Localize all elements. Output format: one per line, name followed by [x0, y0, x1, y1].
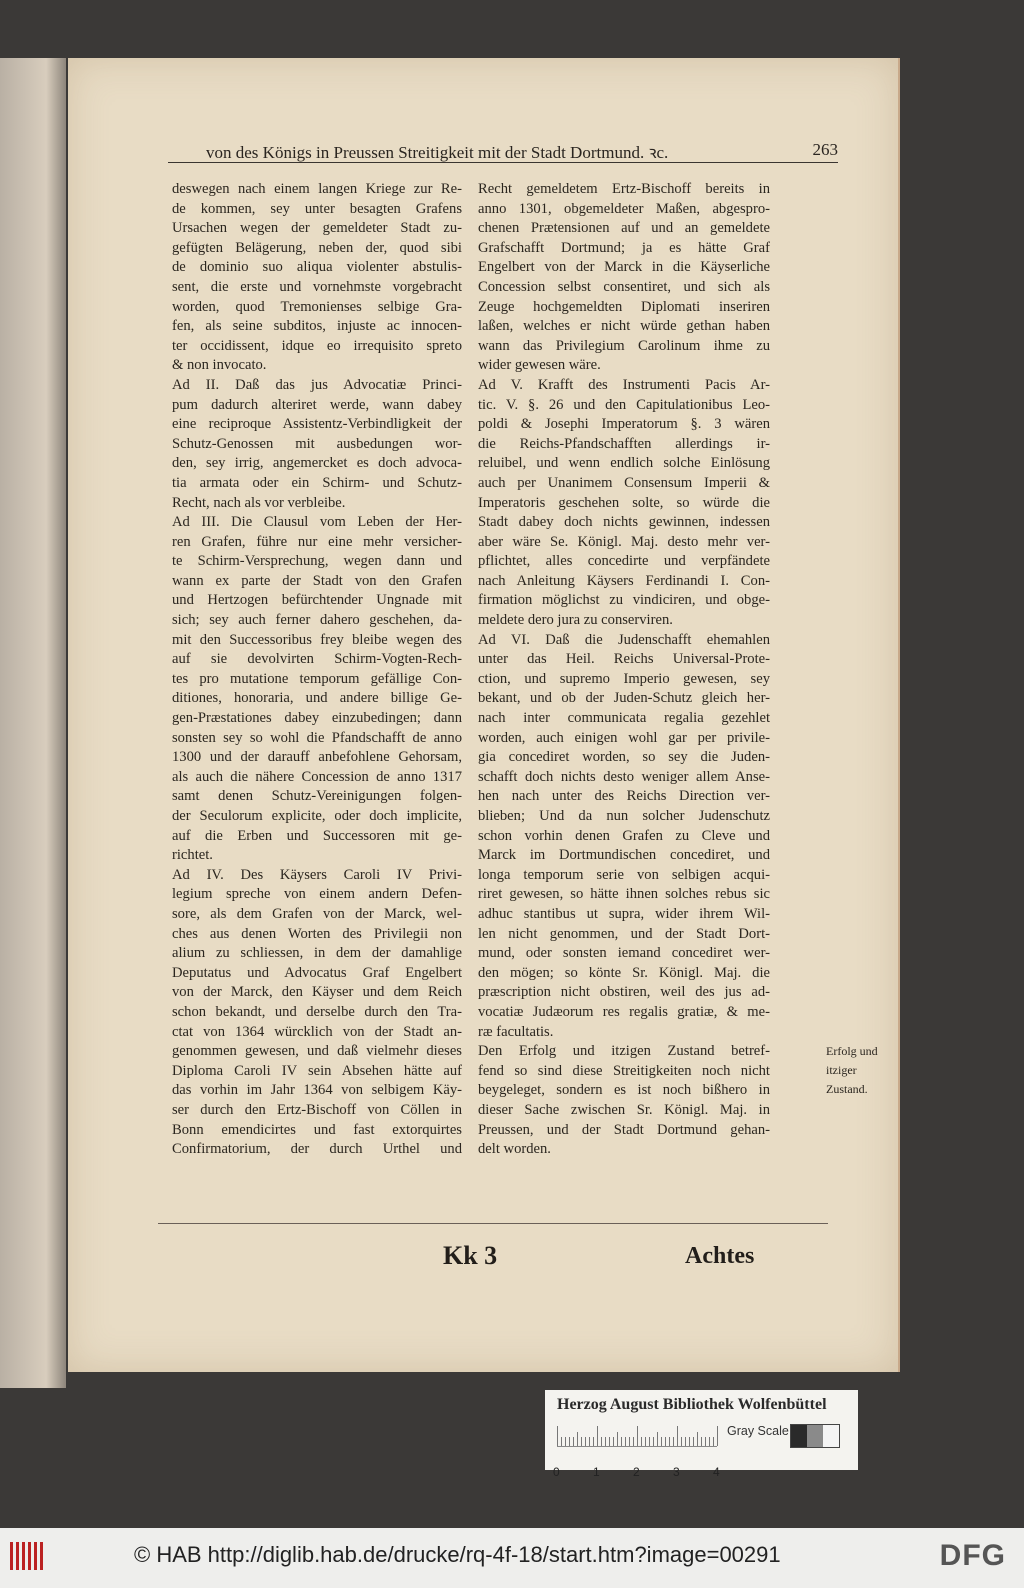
- catchword: Achtes: [685, 1243, 755, 1269]
- text-line: Preussen, und der Stadt Dortmund gehan-: [478, 1121, 770, 1138]
- ruler-tick: [645, 1437, 646, 1446]
- text-line: te Schirm-Versprechung, wegen dann und: [172, 553, 462, 570]
- text-line: worden, quod Tremonienses selbige Gra-: [172, 298, 462, 315]
- text-line: Ad V. Krafft des Instrumenti Pacis Ar-: [478, 376, 770, 393]
- color-reference-card: [545, 1390, 858, 1470]
- text-line: ræ facultatis.: [478, 1023, 554, 1040]
- text-line: auf die Erben und Successoren mit ge-: [172, 827, 462, 844]
- footer-bar: [0, 1528, 1024, 1588]
- text-line: fend so sind diese Streitigkeiten noch nicht: [478, 1062, 770, 1079]
- text-line: die Reichs-Pfandschafften allerdings ir-: [478, 435, 770, 452]
- text-line: ser durch den Ertz-Bischoff von Cöllen in: [172, 1101, 462, 1118]
- text-line: auch per Unanimem Consensum Imperii &: [478, 474, 770, 491]
- text-line: sich; sey auch ferner dahero geschehen, da-: [172, 612, 462, 629]
- text-line: ctat von 1364 würcklich von der Stadt an-: [172, 1023, 462, 1040]
- ruler-tick: [709, 1437, 710, 1446]
- text-line: vocatiæ Judæorum res regalis gratiæ, & me-: [478, 1003, 770, 1020]
- text-line: von der Marck, den Käyser und dem Reich: [172, 984, 462, 1001]
- text-line: Grafschafft Dortmund; ja es hätte Graf: [478, 239, 770, 256]
- text-line: longa temporum serie von selbigen acqui-: [478, 866, 770, 883]
- ruler-tick: [597, 1426, 598, 1446]
- text-line: Diploma Caroli IV sein Absehen hätte auf: [172, 1062, 462, 1079]
- text-line: genommen gewesen, und daß vielmehr dieses: [172, 1043, 462, 1060]
- ruler-tick: [689, 1437, 690, 1446]
- text-line: pflichtet, alles concedirte und verpfändete: [478, 553, 770, 570]
- ruler-tick: [641, 1437, 642, 1446]
- text-line: wann ex parte der Stadt von den Grafen: [172, 572, 462, 589]
- institution-name: Herzog August Bibliothek Wolfenbüttel: [557, 1396, 827, 1413]
- text-line: bekant, und ob der Juden-Schutz gleich her-: [478, 690, 770, 707]
- ruler-tick: [697, 1432, 698, 1446]
- copyright-link[interactable]: © HAB http://diglib.hab.de/drucke/rq-4f-18/start.htm?image=00291: [134, 1542, 781, 1567]
- text-line: fen, als seine subditos, injuste ac innocen-: [172, 318, 462, 335]
- text-line: Confirmatorium, der durch Urthel und: [172, 1141, 462, 1158]
- text-line: auf sie devolvirten Schirm-Vogten-Rech-: [172, 651, 462, 668]
- text-line: meldete dero jura zu conserviren.: [478, 612, 673, 629]
- text-line: und Hertzogen befürchtender Ungnade mit: [172, 592, 462, 609]
- text-line: anno 1301, obgemeldeter Maßen, abgespro-: [478, 200, 770, 217]
- text-line: Ad II. Daß das jus Advocatiæ Princi-: [172, 376, 462, 393]
- ruler-tick: [557, 1426, 558, 1446]
- hab-logo-icon: [10, 1542, 44, 1570]
- text-line: gen-Præstationes dabey einzubedingen; dann: [172, 710, 462, 727]
- ruler-label: 1: [593, 1465, 600, 1479]
- ruler-tick: [625, 1437, 626, 1446]
- text-line: 1300 und der darauff anbefohlene Gehorsam,: [172, 749, 462, 766]
- text-line: ction, und supremo Imperio gewesen, sey: [478, 670, 770, 687]
- text-line: tia armata oder ein Schirm- und Schutz-: [172, 474, 462, 491]
- text-line: wider gewesen wäre.: [478, 357, 601, 374]
- text-line: Recht gemeldetem Ertz-Bischoff bereits in: [478, 181, 770, 197]
- text-line: de dominio suo aliqua violenter abstulis-: [172, 259, 462, 276]
- ruler-tick: [717, 1426, 718, 1446]
- ruler-label: 0: [553, 1465, 560, 1479]
- ruler-tick: [565, 1437, 566, 1446]
- ruler-tick: [569, 1437, 570, 1446]
- text-line: Ad VI. Daß die Judenschafft ehemahlen: [478, 631, 770, 648]
- text-line: Engelbert von der Marck in die Käyserliche: [478, 259, 770, 276]
- ruler-tick: [577, 1432, 578, 1446]
- text-line: unter das Heil. Reichs Universal-Prote-: [478, 651, 770, 668]
- text-line: ren Grafen, führe nur eine mehr versicher-: [172, 533, 462, 550]
- ruler-tick: [601, 1437, 602, 1446]
- margin-note: Erfolg und itziger Zustand.: [826, 1044, 878, 1096]
- text-line: Ad III. Die Clausul vom Leben der Her-: [172, 514, 462, 531]
- text-line: samt denen Schutz-Vereinigungen folgen-: [172, 788, 462, 805]
- text-line: das vorhin im Jahr 1364 von selbigem Käy-: [172, 1082, 462, 1099]
- text-line: Den Erfolg und itzigen Zustand betref-: [478, 1043, 770, 1060]
- ruler-tick: [613, 1437, 614, 1446]
- text-line: adhuc stantibus ut supra, wider ihrem Wil-: [478, 905, 770, 922]
- text-line: richtet.: [172, 847, 213, 864]
- gray-swatch: [807, 1425, 823, 1447]
- text-line: schafft doch nichts desto weniger allem Anse-: [478, 768, 770, 785]
- text-line: blieben; Und da nun solcher Judenschutz: [478, 808, 770, 824]
- text-line: Concession selbst consentiret, und sich als: [478, 278, 770, 295]
- text-line: alium zu schliessen, in dem der damahlige: [172, 945, 462, 962]
- text-line: Ursachen wegen der gemeldeter Stadt zu-: [172, 220, 462, 237]
- text-line: poldi & Josephi Imperatorum §. 3 wären: [478, 416, 770, 433]
- text-line: Ad IV. Des Käysers Caroli IV Privi-: [172, 866, 462, 883]
- text-line: wann das Privilegium Carolinum ihme zu: [478, 337, 770, 354]
- text-line: pum dadurch alteriret werde, wann dabey: [172, 396, 462, 413]
- text-line: tic. V. §. 26 und den Capitulationibus Leo-: [478, 396, 770, 413]
- ruler-tick: [677, 1426, 678, 1446]
- text-line: beygeleget, sondern es ist noch bißhero in: [478, 1082, 770, 1099]
- text-line: nach inter communicata regalia gezehlet: [478, 710, 770, 727]
- left-column: [172, 180, 462, 1160]
- right-column: [478, 180, 770, 1160]
- ruler-tick: [609, 1437, 610, 1446]
- ruler-tick: [673, 1437, 674, 1446]
- text-line: als auch die nähere Concession de anno 1317: [172, 768, 462, 785]
- ruler-tick: [657, 1432, 658, 1446]
- text-line: hen nach unter des Reichs Direction ver-: [478, 788, 770, 805]
- ruler-tick: [649, 1437, 650, 1446]
- text-line: chenen Prætensionen auf und an gemeldete: [478, 220, 770, 237]
- text-line: aber wäre Se. Königl. Maj. desto mehr ver-: [478, 533, 770, 550]
- ruler-label: 2: [633, 1465, 640, 1479]
- ruler-tick: [685, 1437, 686, 1446]
- text-line: ches aus denen Worten des Privilegii non: [172, 925, 462, 942]
- text-line: den mögen; so könte Sr. Königl. Maj. die: [478, 964, 770, 981]
- text-line: Imperatoris geschehen solte, so würde die: [478, 494, 770, 511]
- text-line: riret gewesen, so hätte ihnen solches rebus sic: [478, 886, 770, 903]
- ruler-tick: [617, 1432, 618, 1446]
- text-line: delt worden.: [478, 1141, 551, 1158]
- text-line: eine reciproque Assistentz-Verbindligkeit der: [172, 416, 462, 433]
- text-line: nach Anleitung Käysers Ferdinandi I. Con-: [478, 572, 770, 589]
- ruler-tick: [593, 1437, 594, 1446]
- text-line: ter occidissent, idque eo irrequisito spreto: [172, 337, 462, 354]
- text-line: gia concediret worden, so sey die Juden-: [478, 749, 770, 766]
- signature-mark: Kk 3: [443, 1241, 498, 1270]
- text-line: de kommen, sey unter besagten Grafens: [172, 200, 462, 217]
- page-number: 263: [812, 140, 838, 159]
- gray-swatch: [791, 1425, 807, 1447]
- text-line: der Seculorum explicite, oder doch implicite,: [172, 808, 462, 824]
- ruler-label: 4: [713, 1465, 720, 1479]
- gray-swatch: [823, 1425, 839, 1447]
- ruler-tick: [561, 1437, 562, 1446]
- text-line: len nicht genommen, und der Stadt Dort-: [478, 925, 770, 942]
- gray-scale-label: Gray Scale: [727, 1424, 789, 1438]
- ruler-tick: [621, 1437, 622, 1446]
- ruler-tick: [637, 1426, 638, 1446]
- ruler-tick: [665, 1437, 666, 1446]
- text-line: sore, als dem Grafen von der Marck, wel-: [172, 905, 462, 922]
- book-page: [68, 58, 900, 1372]
- text-line: Recht, nach als vor verbleibe.: [172, 494, 346, 511]
- text-line: firmation möglichst zu vindiciren, und obge-: [478, 592, 770, 609]
- text-line: laßen, welches er nicht würde gethan haben: [478, 318, 770, 335]
- text-line: Deputatus und Advocatus Graf Engelbert: [172, 964, 462, 981]
- gray-scale-swatch: [790, 1424, 840, 1448]
- ruler-tick: [629, 1437, 630, 1446]
- text-line: sonsten sey so wohl die Pfandschafft de anno: [172, 729, 462, 746]
- text-line: deswegen nach einem langen Kriege zur Re-: [172, 181, 462, 197]
- ruler-tick: [585, 1437, 586, 1446]
- text-line: Stadt dabey doch nichts gewinnen, indessen: [478, 514, 770, 531]
- text-line: Bonn emendicirtes und fast extorquirtes: [172, 1121, 462, 1138]
- ruler-tick: [701, 1437, 702, 1446]
- running-header: [168, 140, 838, 163]
- text-line: sent, die erste und vornehmste vorgebracht: [172, 278, 462, 295]
- text-line: mund, oder sonsten iemand concediret wer-: [478, 945, 770, 962]
- text-line: Zeuge hochgemeldten Diplomati inseriren: [478, 298, 770, 315]
- ruler-tick: [705, 1437, 706, 1446]
- text-line: legium spreche von einem andern Defen-: [172, 886, 462, 903]
- ruler-tick: [589, 1437, 590, 1446]
- text-line: & non invocato.: [172, 357, 267, 374]
- text-line: præscription nicht obstiren, weil des jus ad-: [478, 984, 770, 1001]
- ruler-tick: [581, 1437, 582, 1446]
- ruler-tick: [605, 1437, 606, 1446]
- footer-rule: [158, 1223, 828, 1224]
- text-line: schon bekandt, und derselbe durch den Tra-: [172, 1003, 462, 1020]
- ruler-tick: [693, 1437, 694, 1446]
- ruler-tick: [661, 1437, 662, 1446]
- text-line: tes pro mutatione temporum gefällige Con-: [172, 670, 462, 687]
- ruler-tick: [713, 1437, 714, 1446]
- previous-page-edge: [0, 58, 66, 1388]
- text-line: Schutz-Genossen mit ausbedungen wor-: [172, 435, 462, 452]
- running-title: von des Königs in Preussen Streitigkeit mit der Stadt Dortmund. ꝛc.: [206, 143, 669, 162]
- text-line: ditiones, honoraria, und andere billige Ge-: [172, 690, 462, 707]
- text-line: Marck im Dortmundischen concediret, und: [478, 847, 770, 864]
- text-line: gefügten Belägerung, neben der, quod sibi: [172, 239, 462, 256]
- ruler-scale: [557, 1426, 717, 1447]
- ruler-tick: [669, 1437, 670, 1446]
- ruler-tick: [653, 1437, 654, 1446]
- ruler-tick: [573, 1437, 574, 1446]
- text-line: dieser Sache zwischen Sr. Königl. Maj. in: [478, 1101, 770, 1118]
- text-line: worden, auch einigen wohl gar per privile-: [478, 729, 770, 746]
- text-line: reluibel, und wenn endlich solche Einlösung: [478, 455, 770, 472]
- ruler-label: 3: [673, 1465, 680, 1479]
- dfg-logo: DFG: [939, 1539, 1006, 1572]
- ruler-tick: [633, 1437, 634, 1446]
- text-line: den, sey irrig, angemercket es doch advoca-: [172, 455, 462, 472]
- ruler-tick: [681, 1437, 682, 1446]
- text-line: schon vorhin denen Grafen zu Cleve und: [478, 827, 770, 844]
- text-line: mit den Successoribus frey bleibe wegen des: [172, 631, 462, 648]
